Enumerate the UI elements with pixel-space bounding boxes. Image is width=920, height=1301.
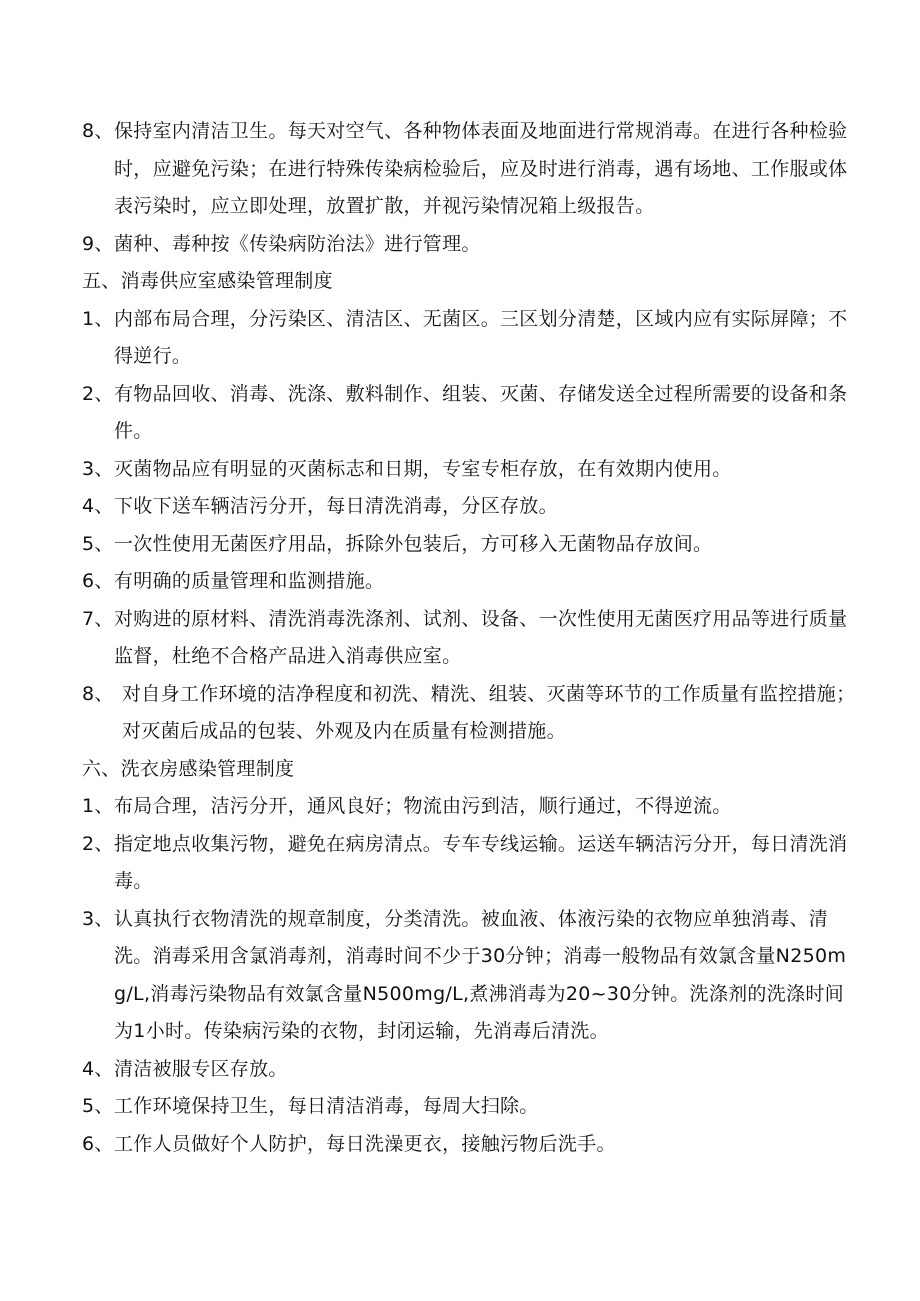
list-item-supply-2 xyxy=(82,376,862,451)
item-number: 1、 xyxy=(82,795,114,817)
item-number: 1、 xyxy=(82,307,114,330)
list-item-lab-9 xyxy=(82,226,862,264)
list-item-laundry-6 xyxy=(82,1126,862,1164)
item-text: 对自身工作环境的洁净程度和初洗、精洗、组装、灭菌等环节的工作质量有监控措施；对灭菌后成品的包装、外观及内在质量有检测措施。 xyxy=(122,682,856,742)
item-number: 4、 xyxy=(82,1057,114,1080)
item-text: 指定地点收集污物，避免在病房清点。专车专线运输。运送车辆洁污分开，每日清洗消毒。 xyxy=(114,832,848,892)
item-text: 有明确的质量管理和监测措施。 xyxy=(114,570,385,592)
list-item-supply-5 xyxy=(82,526,862,564)
list-item-supply-7 xyxy=(82,601,862,676)
item-number: 3、 xyxy=(82,457,114,480)
item-number: 9、 xyxy=(82,232,114,255)
item-number: 4、 xyxy=(82,495,114,517)
item-number: 8、 xyxy=(82,120,114,142)
item-text: 对购进的原材料、清洗消毒洗涤剂、试剂、设备、一次性使用无菌医疗用品等进行质量监督，杜绝不合格产品进入消毒供应室。 xyxy=(114,607,848,667)
section-heading-laundry: 六、洗衣房感染管理制度 xyxy=(82,757,295,780)
item-text: 灭菌物品应有明显的灭菌标志和日期，专室专柜存放，在有效期内使用。 xyxy=(114,457,732,480)
item-text: 有物品回收、消毒、洗涤、敷料制作、组装、灭菌、存储发送全过程所需要的设备和条件。 xyxy=(114,382,848,442)
section-heading-disinfection-supply: 五、消毒供应室感染管理制度 xyxy=(82,270,333,292)
item-number: 7、 xyxy=(82,607,114,630)
item-number: 6、 xyxy=(82,570,114,592)
list-item-laundry-5 xyxy=(82,1088,862,1126)
item-number: 5、 xyxy=(82,1095,114,1117)
item-number: 3、 xyxy=(82,907,114,930)
item-text: 下收下送车辆洁污分开，每日清洗消毒，分区存放。 xyxy=(114,495,558,517)
list-item-supply-4 xyxy=(82,488,862,526)
item-number: 8、 xyxy=(82,682,114,705)
list-item-lab-8 xyxy=(82,113,862,226)
item-number: 2、 xyxy=(82,832,114,855)
item-text: 菌种、毒种按《传染病防治法》进行管理。 xyxy=(114,232,481,255)
document-body xyxy=(82,113,862,1163)
list-item-supply-1 xyxy=(82,301,862,376)
item-text: 工作环境保持卫生，每日清洁消毒，每周大扫除。 xyxy=(114,1095,539,1117)
list-item-supply-6 xyxy=(82,563,862,601)
item-text: 布局合理，洁污分开，通风良好；物流由污到洁，顺行通过，不得逆流。 xyxy=(114,795,732,817)
list-item-supply-3 xyxy=(82,451,862,489)
item-text: 保持室内清洁卫生。每天对空气、各种物体表面及地面进行常规消毒。在进行各种检验时，应避免污染；在进行特殊传染病检验后，应及时进行消毒，遇有场地、工作服或体表污染时，应立即处理，放置扩散，并视污染情况箱上级报告。 xyxy=(114,120,848,217)
item-text: 认真执行衣物清洗的规章制度，分类清洗。被血液、体液污染的衣物应单独消毒、清洗。消毒采用含氯消毒剂，消毒时间不少于30分钟；消毒一般物品有效氯含量N250mg/L,消毒污染物品有效氯含量N500mg/L,煮沸消毒为20~30分钟。洗涤剂的洗涤时间为1小时。传染病污染的衣物，封闭运输，先消毒后清洗。 xyxy=(114,907,847,1042)
item-text: 内部布局合理，分污染区、清洁区、无菌区。三区划分清楚，区域内应有实际屏障；不得逆行。 xyxy=(114,307,848,367)
list-item-laundry-1 xyxy=(82,788,862,826)
list-item-supply-8 xyxy=(82,676,862,751)
item-number: 5、 xyxy=(82,532,114,555)
list-item-laundry-2 xyxy=(82,826,862,901)
item-text: 清洁被服专区存放。 xyxy=(114,1057,288,1080)
item-text: 工作人员做好个人防护，每日洗澡更衣，接触污物后洗手。 xyxy=(114,1132,616,1155)
list-item-laundry-4 xyxy=(82,1051,862,1089)
list-item-laundry-3 xyxy=(82,901,862,1051)
item-number: 2、 xyxy=(82,382,114,405)
item-text: 一次性使用无菌医疗用品，拆除外包装后，方可移入无菌物品存放间。 xyxy=(114,532,713,555)
item-number: 6、 xyxy=(82,1132,114,1155)
